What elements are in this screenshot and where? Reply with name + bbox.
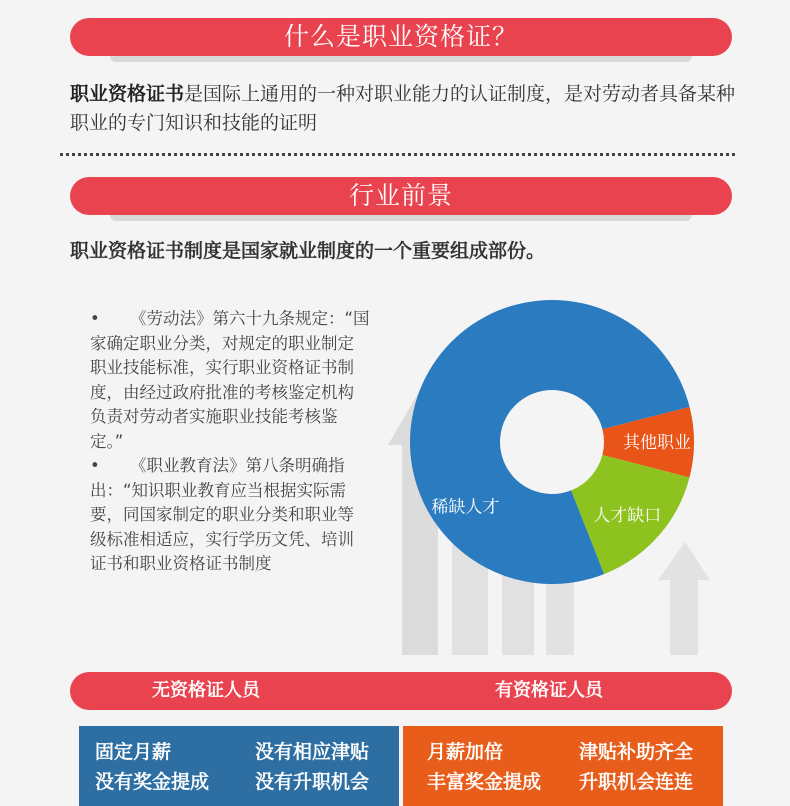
intro-paragraph: [70, 80, 740, 138]
benefit-item: 丰富奖金提成: [427, 771, 542, 793]
benefit-item: 津贴补助齐全: [579, 741, 694, 763]
donut-chart: [380, 280, 710, 660]
benefit-item: 固定月薪: [95, 741, 172, 763]
cert-benefits-box: [403, 726, 723, 806]
benefit-item: 没有相应津贴: [255, 741, 370, 763]
quote-text: 《职业教育法》第八条明确指出：“知识职业教育应当根据实际需要，同国家制定的职业分类和职业等级标准相适应，实行学历文凭、培训证书和职业资格证书制度: [90, 456, 354, 573]
no-cert-header: 无资格证人员: [152, 680, 260, 701]
bullet-mark: •: [90, 456, 100, 475]
section-subheading: 职业资格证书制度是国家就业制度的一个重要组成部份。: [70, 240, 546, 262]
intro-term: 职业资格证书: [70, 83, 185, 105]
benefit-item: 没有奖金提成: [95, 771, 210, 793]
no-cert-benefits-box: [79, 726, 399, 806]
comparison-header-bar: [70, 672, 732, 710]
intro-definition: 是国际上通用的一种对职业能力的认证制度，是对劳动者具备某种职业的专门知识和技能的证明: [70, 83, 736, 134]
cert-header: 有资格证人员: [495, 680, 603, 701]
donut-slice-label: 其他职业: [622, 433, 691, 454]
quote-item: [90, 454, 370, 577]
section-title-text: 什么是职业资格证？: [283, 22, 518, 51]
benefit-item: 没有升职机会: [255, 771, 370, 793]
benefit-item: 月薪加倍: [427, 741, 504, 763]
quote-text: 《劳动法》第六十九条规定：“国家确定职业分类，对规定的职业制定职业技能标准，实行职业资格证书制度，由经过政府批准的考核鉴定机构负责对劳动者实施职业技能考核鉴定。”: [90, 309, 370, 451]
quote-item: [90, 307, 370, 454]
dotted-divider: [60, 153, 735, 156]
section-title-text: 行业前景: [348, 181, 453, 210]
donut-slice-label: 稀缺人才: [431, 497, 500, 518]
law-quotes: [90, 307, 370, 577]
section-title-prospects: [70, 177, 732, 215]
section-title-what-is: [70, 18, 732, 56]
benefit-item: 升职机会连连: [579, 771, 694, 793]
donut-slice-label: 人才缺口: [593, 506, 662, 527]
bullet-mark: •: [90, 309, 100, 328]
